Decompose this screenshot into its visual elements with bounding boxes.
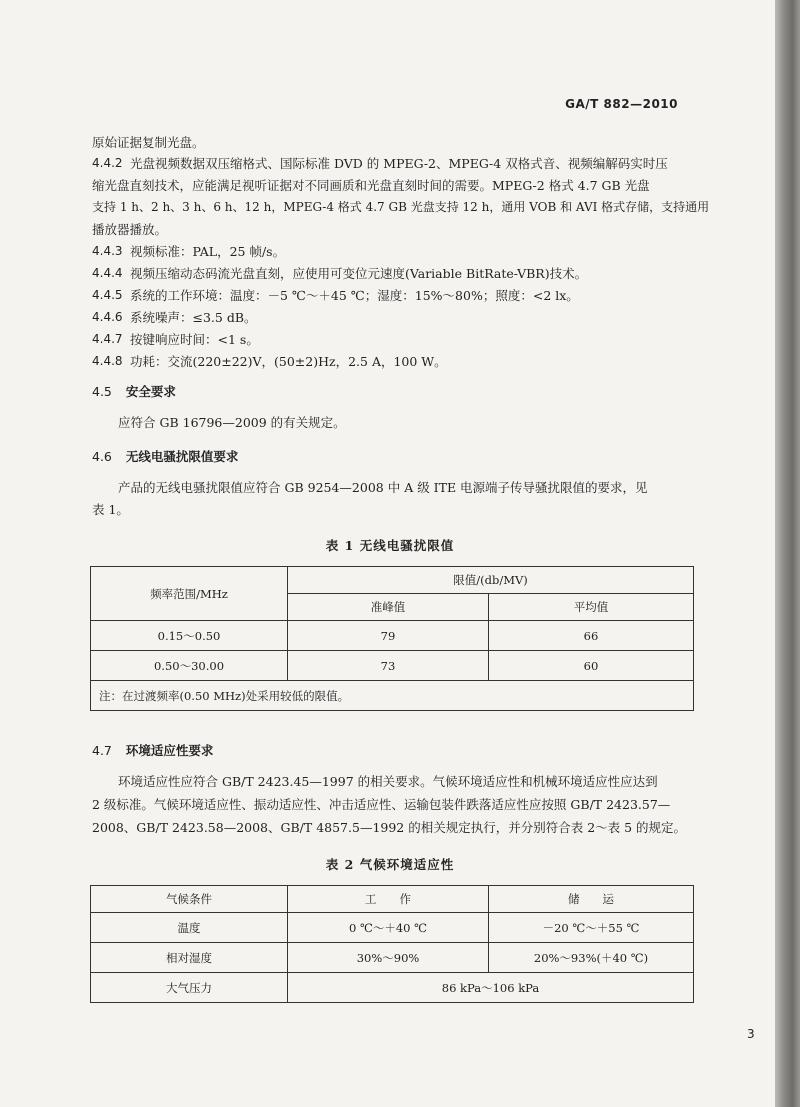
header-operating: 工 作 — [288, 886, 489, 913]
table-2-caption: 表 2 气候环境适应性 — [325, 857, 455, 872]
clause-4-4-6: 系统噪声：≤3.5 dB。 — [130, 310, 257, 325]
section-4-7-line: 2 级标准。气候环境适应性、振动适应性、冲击适应性、运输包装件跌落适应性应按照 GB/T 2423.57— — [92, 797, 671, 812]
cell-pressure: 86 kPa～106 kPa — [288, 973, 694, 1003]
cell-condition: 大气压力 — [91, 973, 288, 1003]
clause-4-4-3: 视频标准：PAL，25 帧/s。 — [130, 244, 286, 259]
clause-4-4-2-line: 光盘视频数据双压缩格式、国际标准 DVD 的 MPEG-2、MPEG-4 双格式音、视频编解码实时压 — [130, 156, 668, 171]
clause-number: 4.4.8 — [92, 354, 123, 368]
section-title: 无线电骚扰限值要求 — [125, 449, 239, 464]
clause-number: 4.4.4 — [92, 266, 123, 280]
section-heading-4-6 — [92, 447, 238, 465]
clause-4-4-5: 系统的工作环境：温度：－5 ℃～＋45 ℃；湿度：15%～80%；照度：<2 lx。 — [130, 288, 579, 303]
header-average: 平均值 — [489, 594, 694, 621]
clause-number: 4.4.3 — [92, 244, 123, 258]
table-row — [91, 943, 694, 973]
page-number: 3 — [747, 1027, 755, 1041]
table-row — [91, 973, 694, 1003]
section-4-6-line: 表 1。 — [92, 502, 129, 517]
section-4-6-line: 产品的无线电骚扰限值应符合 GB 9254—2008 中 A 级 ITE 电源端子传导骚扰限值的要求，见 — [118, 480, 648, 495]
page-edge-shadow — [775, 0, 800, 1107]
table-row — [91, 913, 694, 943]
section-number: 4.7 — [92, 743, 112, 758]
table-row — [91, 651, 694, 681]
header-limit: 限值/(db/MV) — [288, 567, 694, 594]
section-4-7-line: 环境适应性应符合 GB/T 2423.45—1997 的相关要求。气候环境适应性和机械环境适应性应达到 — [118, 774, 658, 789]
header-frequency: 频率范围/MHz — [91, 567, 288, 621]
cell-storage: 20%～93%(＋40 ℃) — [489, 943, 694, 973]
clause-number: 4.4.2 — [92, 156, 123, 170]
table-1 — [90, 566, 694, 711]
header-quasi-peak: 准峰值 — [288, 594, 489, 621]
clause-4-4-2-line: 缩光盘直刻技术，应能满足视听证据对不同画质和光盘直刻时间的需要。MPEG-2 格式 4.7 GB 光盘 — [92, 178, 650, 193]
table-row — [91, 621, 694, 651]
cell-condition: 相对湿度 — [91, 943, 288, 973]
section-title: 安全要求 — [125, 384, 176, 399]
cell-average: 60 — [489, 651, 694, 681]
table-1-caption: 表 1 无线电骚扰限值 — [325, 538, 455, 553]
table-note: 注：在过渡频率(0.50 MHz)处采用较低的限值。 — [91, 681, 694, 711]
cell-range: 0.15～0.50 — [91, 621, 288, 651]
cell-operating: 30%～90% — [288, 943, 489, 973]
table-2 — [90, 885, 694, 1003]
cell-range: 0.50～30.00 — [91, 651, 288, 681]
header-climate-condition: 气候条件 — [91, 886, 288, 913]
cell-operating: 0 ℃～＋40 ℃ — [288, 913, 489, 943]
section-heading-4-7 — [92, 741, 213, 759]
clause-number: 4.4.5 — [92, 288, 123, 302]
cell-average: 66 — [489, 621, 694, 651]
clause-4-4-7: 按键响应时间：<1 s。 — [130, 332, 259, 347]
clause-number: 4.4.6 — [92, 310, 123, 324]
clause-4-4-2-line: 支持 1 h、2 h、3 h、6 h、12 h，MPEG-4 格式 4.7 GB 光盘支持 12 h，通用 VOB 和 AVI 格式存储，支持通用 — [92, 200, 710, 214]
cell-storage: －20 ℃～＋55 ℃ — [489, 913, 694, 943]
paragraph-continuation: 原始证据复制光盘。 — [92, 135, 205, 150]
standard-code: GA/T 882—2010 — [565, 97, 678, 111]
section-number: 4.6 — [92, 449, 112, 464]
clause-4-4-4: 视频压缩动态码流光盘直刻，应使用可变位元速度(Variable BitRate-VBR)技术。 — [130, 266, 588, 281]
clause-4-4-8: 功耗：交流(220±22)V，(50±2)Hz，2.5 A，100 W。 — [130, 354, 447, 369]
cell-peak: 73 — [288, 651, 489, 681]
cell-peak: 79 — [288, 621, 489, 651]
section-4-5-body: 应符合 GB 16796—2009 的有关规定。 — [118, 415, 346, 430]
section-heading-4-5 — [92, 382, 176, 400]
section-4-7-line: 2008、GB/T 2423.58—2008、GB/T 4857.5—1992 的相关规定执行，并分别符合表 2～表 5 的规定。 — [92, 820, 687, 835]
clause-4-4-2-line: 播放器播放。 — [92, 222, 168, 237]
clause-number: 4.4.7 — [92, 332, 123, 346]
section-number: 4.5 — [92, 384, 112, 399]
cell-condition: 温度 — [91, 913, 288, 943]
header-storage: 储 运 — [489, 886, 694, 913]
section-title: 环境适应性要求 — [125, 743, 214, 758]
